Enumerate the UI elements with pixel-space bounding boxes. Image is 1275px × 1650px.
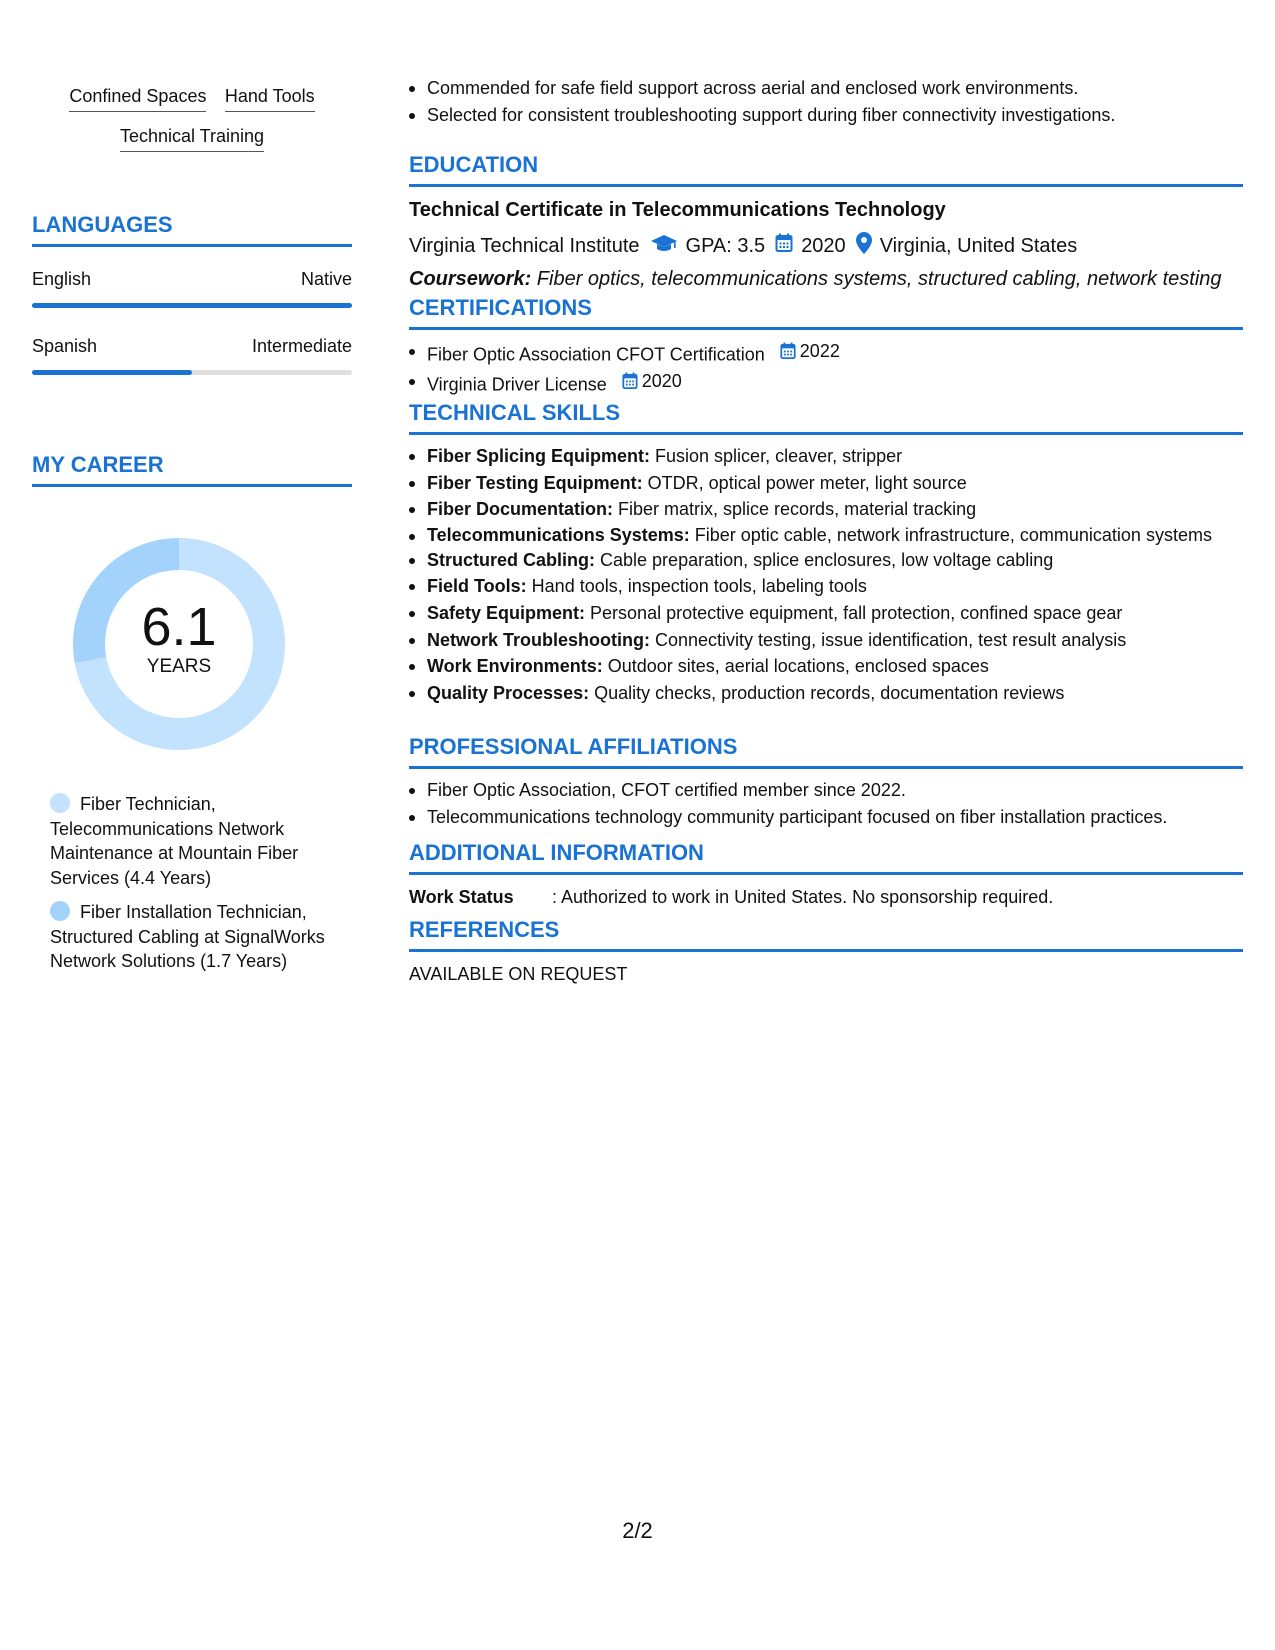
technical-skills-section: [409, 400, 1243, 706]
career-item-label: Fiber Installation Technician, Structured Cabling at SignalWorks Network Solutions (1.7 Years): [50, 902, 325, 971]
gpa: GPA: 3.5: [685, 234, 766, 257]
career-heading: MY CAREER: [32, 452, 352, 487]
school-location: Virginia, United States: [879, 234, 1078, 257]
certifications-heading: CERTIFICATIONS: [409, 295, 1243, 330]
school-name: Virginia Technical Institute: [409, 234, 640, 257]
skill-item: [427, 573, 1243, 600]
skill-item: [427, 627, 1243, 654]
languages-section: [32, 212, 352, 375]
affiliations-heading: PROFESSIONAL AFFILIATIONS: [409, 734, 1243, 769]
work-status-label: Work Status: [409, 887, 514, 907]
legend-dot: [50, 901, 70, 921]
skill-label: Structured Cabling:: [427, 549, 596, 570]
language-item: [32, 269, 352, 308]
skill-text: Fiber matrix, splice records, material tracking: [613, 499, 977, 520]
career-section: [32, 452, 352, 971]
achievement-item: Commended for safe field support across aerial and enclosed work environments.: [427, 75, 1243, 102]
skill-item: [427, 523, 1243, 547]
skill-item: [427, 600, 1243, 627]
degree-title: Technical Certificate in Telecommunications Technology: [409, 199, 946, 221]
coursework-text: Fiber optics, telecommunications systems, structured cabling, network testing: [531, 268, 1222, 290]
certification-year: 2020: [641, 370, 682, 391]
skill-label: Fiber Splicing Equipment:: [427, 446, 651, 466]
language-name: Spanish: [32, 336, 98, 356]
certification-year: 2022: [799, 341, 840, 361]
additional-info-heading: ADDITIONAL INFORMATION: [409, 840, 1243, 875]
skill-item: [427, 680, 1243, 707]
work-status-row: [409, 887, 1243, 908]
certification-name: Virginia Driver License: [427, 374, 607, 395]
legend-dot: [50, 793, 70, 813]
language-name: English: [32, 269, 92, 289]
graduation-cap-icon: [650, 234, 678, 258]
achievements-block: [409, 75, 1243, 128]
affiliation-item: Telecommunications technology community participant focused on fiber installation practices.: [427, 804, 1243, 831]
career-item-label: Fiber Technician, Telecommunications Network Maintenance at Mountain Fiber Services (4.4 Years): [50, 794, 299, 888]
career-years-label: YEARS: [146, 656, 212, 677]
coursework: [409, 268, 1243, 291]
career-item: [50, 792, 340, 890]
language-bar: [32, 303, 352, 308]
certification-name: Fiber Optic Association CFOT Certification: [427, 344, 765, 365]
career-donut: [67, 532, 291, 756]
page-number: 2/2: [622, 1518, 653, 1543]
certification-item: [427, 368, 1243, 398]
skill-item: [427, 470, 1243, 497]
skill-label: Work Environments:: [427, 656, 603, 677]
references-text: AVAILABLE ON REQUEST: [409, 964, 628, 984]
language-bar-fill: [32, 303, 352, 308]
skill-text: OTDR, optical power meter, light source: [642, 472, 967, 493]
additional-info-section: [409, 840, 1243, 908]
skill-text: Cable preparation, splice enclosures, low voltage cabling: [595, 549, 1054, 570]
skill-text: Connectivity testing, issue identification, test result analysis: [650, 629, 1127, 650]
skill-item: [427, 496, 1243, 523]
certifications-section: [409, 295, 1243, 398]
references-heading: REFERENCES: [409, 917, 1243, 952]
graduation-year: 2020: [801, 234, 846, 257]
affiliations-section: [409, 734, 1243, 830]
skill-text: Hand tools, inspection tools, labeling tools: [526, 576, 867, 597]
language-level: Native: [300, 269, 352, 289]
skill-text: Personal protective equipment, fall protection, confined space gear: [585, 602, 1123, 623]
tag-hand-tools: Hand Tools: [225, 86, 315, 112]
achievement-item: Selected for consistent troubleshooting support during fiber connectivity investigations.: [427, 102, 1243, 129]
skill-text: Fusion splicer, cleaver, stripper: [650, 446, 903, 466]
career-total-years: 6.1: [141, 597, 217, 657]
career-list: [50, 792, 340, 984]
technical-skills-heading: TECHNICAL SKILLS: [409, 400, 1243, 435]
skill-text: Fiber optic cable, network infrastructure, communication systems: [689, 524, 1212, 545]
skill-label: Fiber Documentation:: [427, 499, 614, 520]
references-section: [409, 917, 1243, 985]
education-details: [409, 232, 1243, 260]
career-item: [50, 900, 340, 974]
language-bar-fill: [32, 370, 192, 375]
skill-label: Safety Equipment:: [427, 602, 586, 623]
skill-label: Quality Processes:: [427, 682, 590, 703]
language-item: [32, 336, 352, 375]
languages-heading: LANGUAGES: [32, 212, 352, 247]
coursework-label: Coursework:: [409, 268, 532, 290]
tag-confined-spaces: Confined Spaces: [69, 86, 206, 112]
calendar-icon: [622, 372, 638, 390]
skill-text: Outdoor sites, aerial locations, enclosed spaces: [602, 656, 989, 677]
skill-item: [427, 653, 1243, 680]
certification-item: [427, 338, 1243, 368]
skill-item: [427, 443, 1243, 470]
location-pin-icon: [856, 232, 872, 260]
tag-technical-training: Technical Training: [120, 126, 264, 152]
language-bar: [32, 370, 352, 375]
skill-label: Network Troubleshooting:: [427, 629, 650, 650]
language-level: Intermediate: [251, 336, 352, 356]
affiliation-item: Fiber Optic Association, CFOT certified member since 2022.: [427, 777, 1243, 804]
skill-label: Telecommunications Systems:: [427, 524, 690, 545]
skill-item: [427, 547, 1243, 574]
education-section: [409, 152, 1243, 291]
skill-text: Quality checks, production records, documentation reviews: [589, 682, 1065, 703]
skill-tags: [32, 86, 352, 166]
skill-label: Field Tools:: [427, 576, 527, 597]
skill-label: Fiber Testing Equipment:: [427, 472, 643, 493]
calendar-icon: [780, 342, 796, 360]
education-heading: EDUCATION: [409, 152, 1243, 187]
calendar-icon: [775, 233, 793, 259]
work-status-value: : Authorized to work in United States. No sponsorship required.: [552, 887, 1054, 907]
